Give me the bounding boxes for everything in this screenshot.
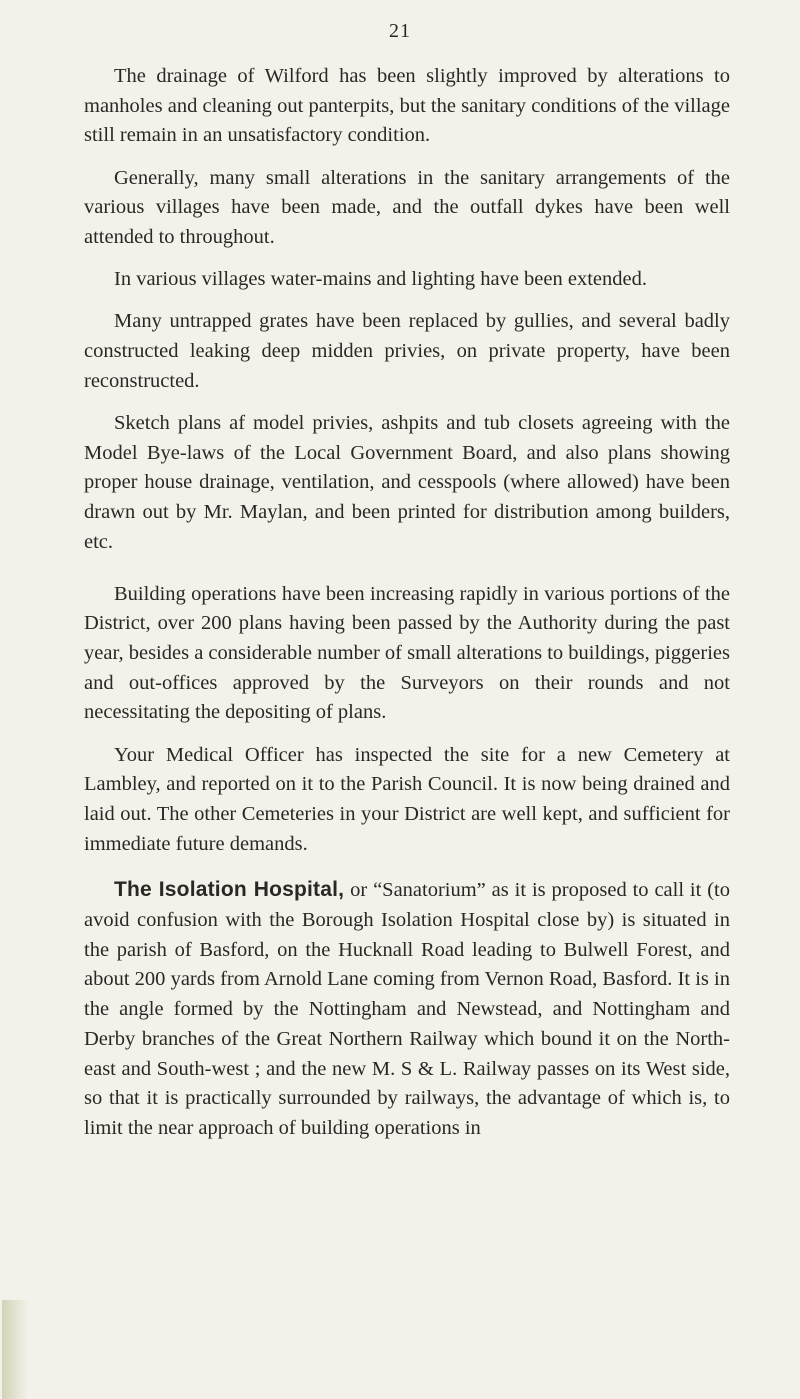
paragraph-sketch-plans: Sketch plans af model privies, ashpits and tub closets agreeing with the Model Bye-laws of the Local Government Board, and also plans showing proper house drainage, ventilation, and cesspools (where allowed) have been drawn out by Mr. Maylan, and been printed for distribution among builders, etc. (84, 412, 730, 553)
page-edge-stain (2, 1300, 28, 1399)
paragraph-isolation-hospital (84, 875, 730, 1143)
paragraph-drainage: The drainage of Wilford has been slightly improved by alterations to manholes and cleaning out panterpits, but the sanitary conditions of the village still remain in an unsatisfactory condition. (84, 65, 730, 147)
paragraph-grates: Many untrapped grates have been replaced by gullies, and several badly constructed leaking deep midden privies, on private property, have been reconstructed. (84, 310, 730, 392)
paragraph-alterations: Generally, many small alterations in the sanitary arrangements of the various villages have been made, and the outfall dykes have been well attended to throughout. (84, 166, 730, 249)
paragraph-cemetery: Your Medical Officer has inspected the site for a new Cemetery at Lambley, and reported on it to the Parish Council. It is now being drained and laid out. The other Cemeteries in your District are well kept, and sufficient for immediate future demands. (84, 743, 730, 855)
isolation-hospital-text: or “Sanatorium” as it is proposed to call it (to avoid confusion with the Borough Isolation Hospital close by) is situated in the parish of Basford, on the Hucknall Road leading to Bulwell Forest, and about 200 yards from Arnold Lane coming from Vernon Road, Basford. It is in the angle formed by the Nottingham and Newstead, and Nottingham and Derby branches of the Great Northern Railway which bound it on the North-east and South-west ; and the new M. S & L. Railway passes on its West side, so that it is practically surrounded by railways, the advantage of which is, to limit the near approach of building operations in (84, 879, 731, 1139)
page-number: 21 (389, 20, 411, 42)
paragraph-water-mains: In various villages water-mains and lighting have been extended. (114, 268, 647, 291)
paragraph-building: Building operations have been increasing rapidly in various portions of the District, over 200 plans having been passed by the Authority during the past year, besides a considerable number of small alterations to buildings, piggeries and out-offices approved by the Surveyors on their rounds and not necessitating the depositing of plans. (84, 582, 730, 724)
document-body (84, 62, 730, 1156)
isolation-hospital-heading: The Isolation Hospital, (114, 878, 345, 902)
